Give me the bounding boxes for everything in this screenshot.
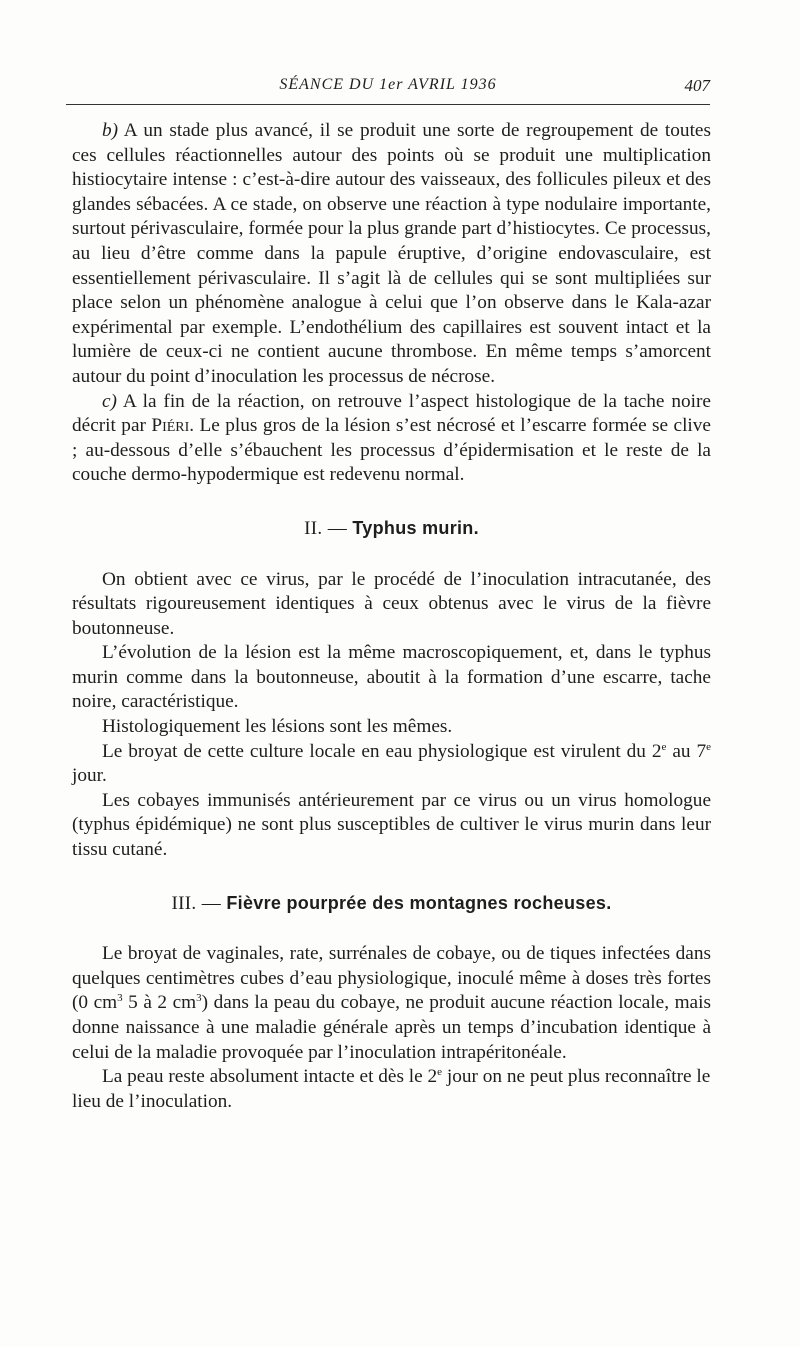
section-3-dash: — [201, 892, 222, 914]
paragraph-b [72, 119, 711, 390]
superscript: e [661, 740, 667, 753]
paragraph-b-label: b) [102, 120, 119, 141]
superscript: e [437, 1066, 443, 1079]
section-2-title: Typhus murin. [352, 517, 479, 538]
paragraph-s2-5: Les cobayes immunisés antérieurement par ce virus ou un virus homologue (typhus épidémique) ne sont plus susceptibles de cultiver le virus murin dans leur tissu cutané. [72, 789, 711, 861]
header-rule [66, 104, 710, 105]
paragraph-s3-1-a: Le broyat de vaginales, rate, surrénales de cobaye, ou de tiques infectées dans quelques centimètres cubes d’eau physiologique, inoculé même à doses très fortes (0 cm [72, 943, 711, 1014]
body-text [72, 119, 711, 1114]
section-2-dash: — [327, 517, 348, 539]
paragraph-c-text-1: A la fin de la réaction, on retrouve l’aspect histologique de la tache noire décrit par [72, 390, 711, 437]
paragraph-s2-1: On obtient avec ce virus, par le procédé de l’inoculation intracutanée, des résultats rigoureusement identiques à ceux obtenus avec le virus de la fièvre boutonneuse. [72, 568, 711, 639]
paragraph-s2-2: L’évolution de la lésion est la même macroscopiquement, et, dans le typhus murin comme dans la boutonneuse, aboutit à la formation d’une escarre, tache noire, caractéristique. [72, 642, 711, 713]
page-number: 407 [684, 76, 710, 95]
paragraph-s3-1-c: ) dans la peau du cobaye, ne produit aucune réaction locale, mais donne naissance à une maladie générale après un temps d’incubation identique à celui de la maladie provoquée par l’inoculation intrapéritonéale. [72, 992, 711, 1063]
superscript: e [706, 740, 712, 753]
paragraph-s2-4-c: jour. [72, 765, 107, 787]
paragraph-s2-4-a: Le broyat de cette culture locale en eau physiologique est virulent du 2 [102, 740, 662, 762]
paragraph-c [72, 390, 711, 488]
paragraph-c-text-2: . Le plus gros de la lésion s’est nécrosé et l’escarre formée se clive ; au-dessous d’elle s’ébauchent les processus d’épidermisation et le reste de la couche dermo-hypodermique est redevenu normal. [72, 415, 711, 486]
paragraph-s3-2-b: jour on ne peut plus reconnaître le lieu de l’inoculation. [72, 1066, 711, 1112]
section-heading-typhus-murin [72, 516, 711, 542]
author-name: Piéri [151, 415, 190, 437]
paragraph-s3-2 [72, 1065, 711, 1114]
section-heading-fievre-pourpree [72, 891, 711, 917]
paragraph-s2-4 [72, 740, 711, 789]
paragraph-s3-1-b: 5 à 2 cm [122, 992, 197, 1014]
running-head [66, 76, 710, 100]
paragraph-s2-4-b: au 7 [666, 740, 707, 762]
paragraph-s3-2-a: La peau reste absolument intacte et dès le 2 [102, 1066, 438, 1088]
paragraph-b-text: A un stade plus avancé, il se produit une sorte de regroupement de toutes ces cellules réactionnelles autour des points où se produit une multiplication histiocytaire intense : c’est-à-dire autour des vaisseaux, des follicules pileux et des glandes sébacées. A ce stade, on observe une réaction à type nodulaire importante, surtout périvasculaire, formée pour la plus grande part d’histiocytes. Ce processus, au lieu d’être comme dans la papule éruptive, d’origine endovasculaire, est essentiellement périvasculaire. Il s’agit là de cellules qui se sont multipliées sur place selon un phénomène analogue à celui que l’on observe dans le Kala-azar expérimental par exemple. L’endothélium des capillaires est souvent intact et la lumière de ceux-ci ne contient aucune thrombose. En même temps s’amorcent autour du point d’inoculation les processus de nécrose. [72, 120, 711, 387]
section-3-number: III. [171, 892, 197, 914]
section-2-number: II. [304, 517, 323, 539]
paragraph-s3-1 [72, 942, 711, 1065]
superscript: 3 [117, 992, 123, 1005]
running-title: SÉANCE DU 1er AVRIL 1936 [279, 76, 497, 93]
superscript: 3 [196, 992, 202, 1005]
section-3-title: Fièvre pourprée des montagnes rocheuses. [226, 892, 612, 913]
paragraph-s2-3: Histologiquement les lésions sont les mêmes. [102, 716, 453, 738]
paragraph-c-label: c) [102, 390, 117, 412]
